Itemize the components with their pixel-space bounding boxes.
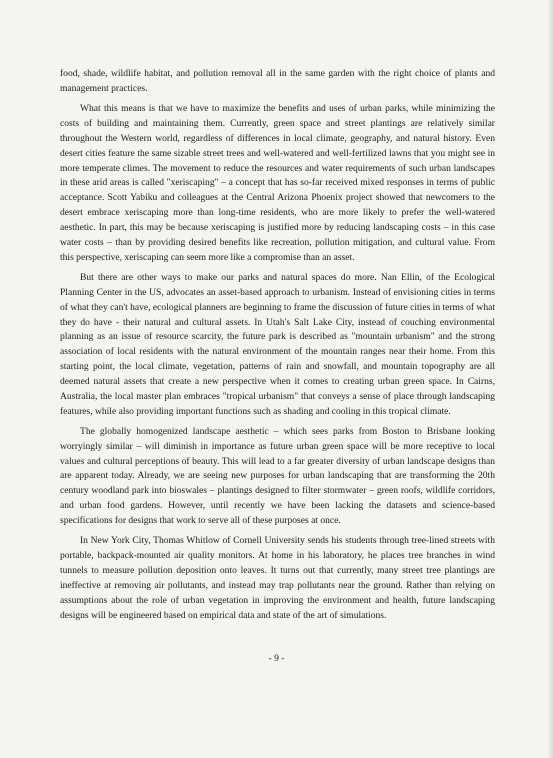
paragraph-landscape-aesthetic: The globally homogenized landscape aesthetic – which sees parks from Boston to Brisbane looking worryingly similar – will diminish in importance as future urban green space will be more receptive to local values and cultural perceptions of beauty. This will lead to a far greater diversity of urban landscape designs than are apparent today. Already, we are seeing new purposes for urban landscaping that are transforming the 20th century woodland park into bioswales – plantings designed to filter stormwater – green roofs, wildlife corridors, and urban food gardens. However, until recently we have been lacking the datasets and science-based specifications for designs that work to serve all of these purposes at once.	[60, 425, 495, 526]
paragraph-asset-based-urbanism: But there are other ways to make our parks and natural spaces do more. Nan Ellin, of the Ecological Planning Center in the US, advocates an asset-based approach to urbanism. Instead of envisioning cities in terms of what they can't have, ecological planners are beginning to frame the discussion of future cities in terms of what they do have - their natural and cultural assets. In Utah's Salt Lake City, instead of couching environmental planning as an issue of resource scarcity, the future park is described as "mountain urbanism" and the strong association of local residents with the natural environment of the mountain ranges near their home. From this starting point, the local climate, vegetation, patterns of rain and snowfall, and mountain topography are all deemed natural assets that create a new perspective when it comes to creating urban green space. In Cairns, Australia, the local master plan embraces "tropical urbanism" that conveys a sense of place through landscaping features, while also providing important functions such as shading and cooling in this tropical climate.	[60, 271, 495, 417]
page-number: - 9 -	[268, 653, 285, 664]
paragraph-xeriscaping: What this means is that we have to maximize the benefits and uses of urban parks, while minimizing the costs of building and maintaining them. Currently, green space and street plantings are relatively similar throughout the Western world, regardless of differences in local climate, geography, and natural history. Even desert cities feature the same sizable street trees and well-watered and well-fertilized lawns that you might see in more temperate climes. The movement to reduce the resources and water requirements of such urban landscapes in these arid areas is called "xeriscaping" – a concept that has so-far received mixed responses in terms of public acceptance. Scott Yabiku and colleagues at the Central Arizona Phoenix project showed that newcomers to the desert embrace xeriscaping more than long-time residents, who are more likely to prefer the well-watered aesthetic. In part, this may be because xeriscaping is justified more by reducing landscaping costs – in this case water costs – than by providing desired benefits like recreation, pollution mitigation, and cultural value. From this perspective, xeriscaping can seem more like a compromise than an asset.	[60, 103, 495, 263]
paragraph-new-york-research: In New York City, Thomas Whitlow of Cornell University sends his students through tree-lined streets with portable, backpack-mounted air quality monitors. At home in his laboratory, he places tree branches in wind tunnels to measure pollution deposition onto leaves. It turns out that currently, many street tree plantings are ineffective at removing air pollutants, and instead may trap pollutants near the ground. Rather than relying on assumptions about the role of urban vegetation in improving the environment and health, future landscaping designs will be engineered based on empirical data and state of the art of simulations.	[60, 535, 495, 621]
paragraph-continuation: food, shade, wildlife habitat, and pollution removal all in the same garden with the right choice of plants and management practices.	[60, 68, 495, 94]
body-text	[60, 67, 495, 629]
